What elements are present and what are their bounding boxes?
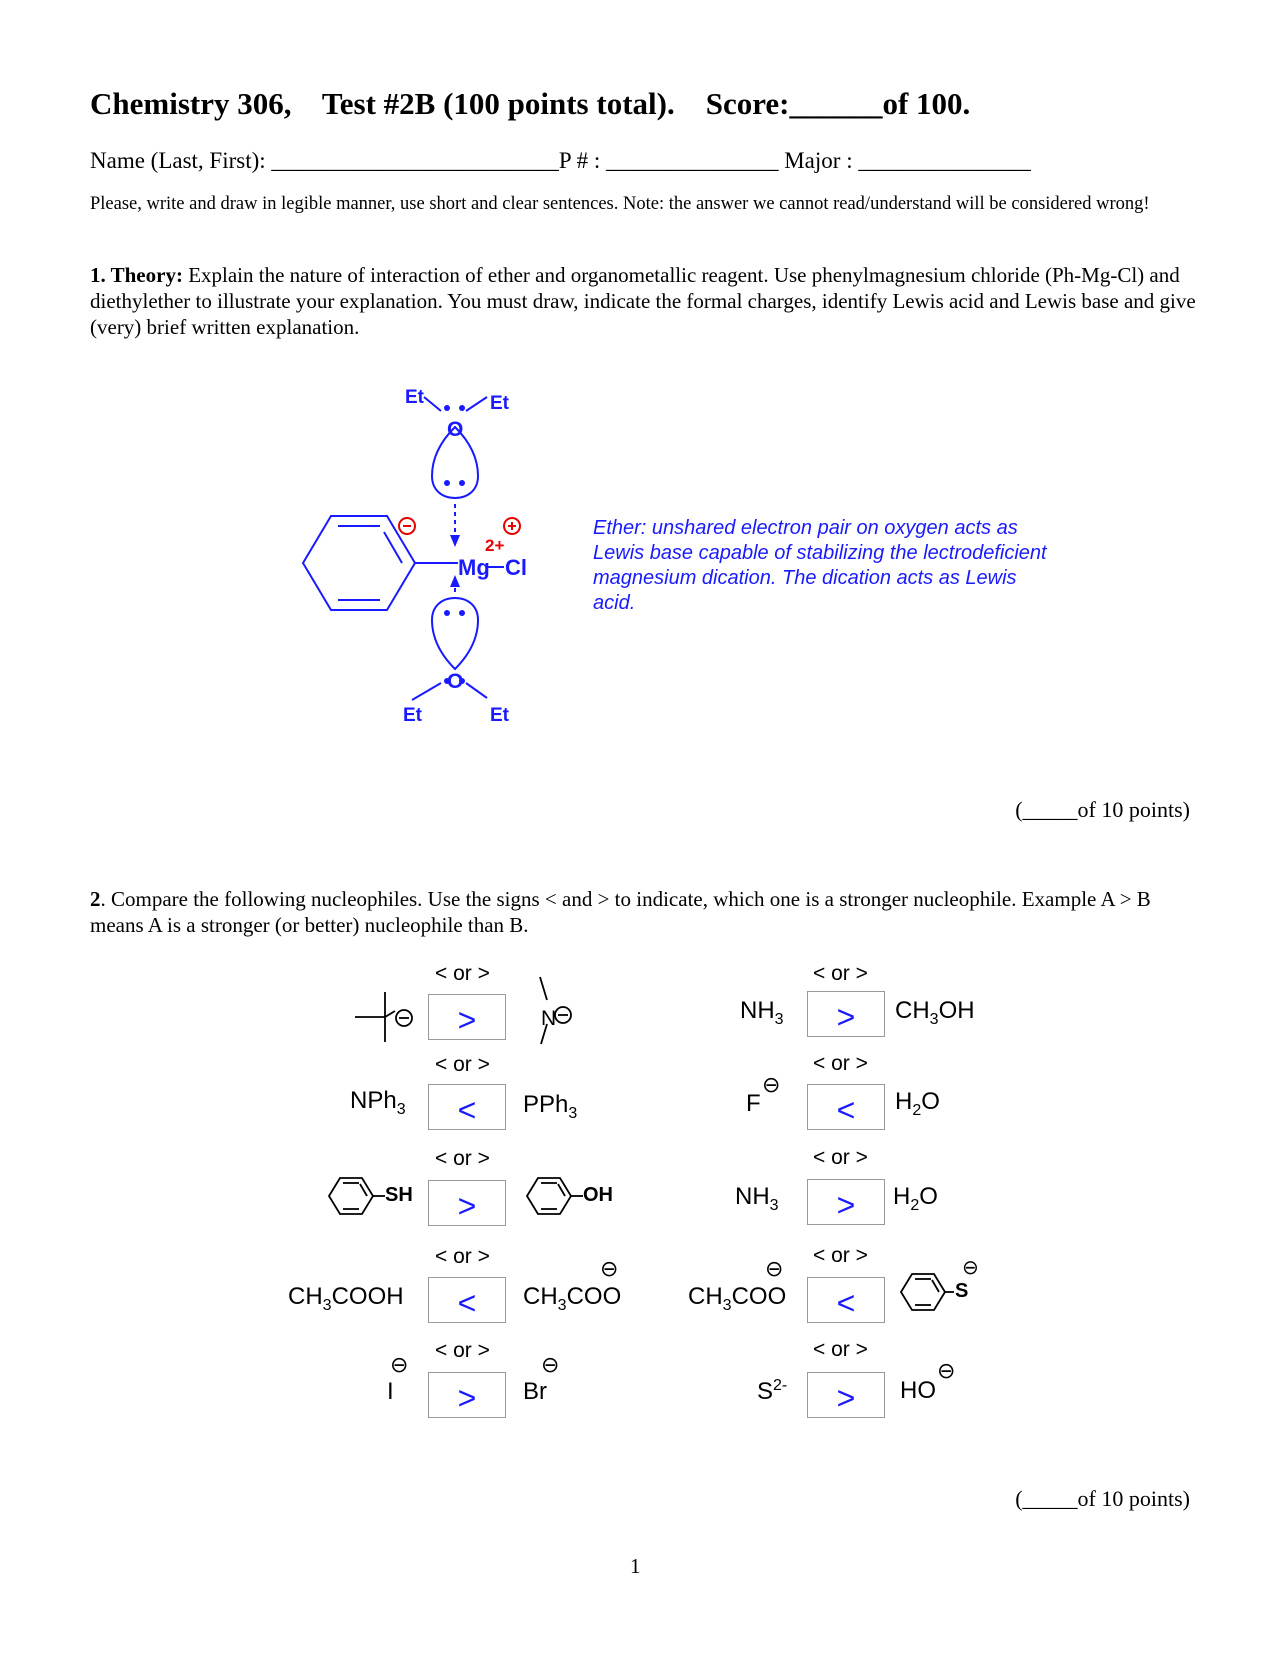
question-1-answer: Ether: unshared electron pair on oxygen acts as Lewis base capable of stabilizing the lectrodeficient magnesium dication. The dication acts as Lewis acid.	[593, 517, 1047, 614]
oxygen-label: O	[447, 670, 464, 693]
et-label: Et	[403, 705, 422, 726]
minus-charge-icon: ⊖	[541, 1352, 560, 1377]
answer-box-r5[interactable]: >	[807, 1372, 885, 1418]
ammonia: $NH_3$	[740, 997, 784, 1028]
et-label: Et	[405, 387, 424, 408]
fluoride: F	[746, 1090, 761, 1117]
svg-text:N: N	[541, 1007, 557, 1030]
or-label: < or >	[435, 1053, 490, 1076]
or-label: < or >	[813, 1244, 868, 1267]
answer-box-l3[interactable]: >	[428, 1180, 506, 1226]
answer-box-l4[interactable]: <	[428, 1277, 506, 1323]
nucleophile-nph3: NPh$_3$	[350, 1087, 406, 1118]
iodide: I	[387, 1378, 394, 1405]
acetic-acid: $CH_3COOH$	[288, 1283, 404, 1314]
answer-box-l2[interactable]: <	[428, 1084, 506, 1130]
water: $H_2O$	[893, 1183, 938, 1214]
page-number: 1	[630, 1554, 641, 1578]
answer-box-l1[interactable]: >	[428, 994, 506, 1040]
question-2-prompt: . Compare the following nucleophiles. Use the signs < and > to indicate, which one is a stronger nucleophile. Example A > B means A is a stronger (or better) nucleophile than B.	[90, 887, 1151, 937]
thiophenolate-ring	[897, 1268, 957, 1318]
answer-box-r4[interactable]: <	[807, 1277, 885, 1323]
grignard-ether-complex-structure	[290, 380, 590, 740]
or-label: < or >	[435, 1339, 490, 1362]
answer-box-r3[interactable]: >	[807, 1179, 885, 1225]
bromide: Br	[523, 1378, 547, 1405]
name-line[interactable]: Name (Last, First): _________________________P # : _______________ Major : _______________	[90, 148, 1031, 173]
or-label: < or >	[813, 962, 868, 985]
answer-box-l5[interactable]: >	[428, 1372, 506, 1418]
thiophenol-ring	[325, 1172, 385, 1222]
methanol: $CH_3OH$	[895, 997, 975, 1028]
question-1-points[interactable]: (_____of 10 points)	[1015, 797, 1190, 822]
cl-label: Cl	[505, 555, 527, 580]
question-1	[90, 262, 1200, 340]
question-2	[90, 886, 1200, 938]
lower-orbital-lobe	[432, 598, 478, 669]
or-label: < or >	[435, 1147, 490, 1170]
sulfide: $S^{2-}$	[757, 1377, 788, 1405]
answer-box-r2[interactable]: <	[807, 1084, 885, 1130]
answer-box-r1[interactable]: >	[807, 991, 885, 1037]
minus-charge-icon: ⊖	[390, 1352, 409, 1377]
or-label: < or >	[813, 1052, 868, 1075]
thiophenol-sh: SH	[385, 1184, 413, 1206]
minus-charge-icon: ⊖	[762, 1072, 781, 1097]
or-label: < or >	[435, 1245, 490, 1268]
nucleophile-pph3: PPh$_3$	[523, 1091, 578, 1122]
acetate: $CH_3COO$	[688, 1283, 787, 1314]
oxygen-label: O	[447, 418, 464, 441]
ammonia: $NH_3$	[735, 1183, 779, 1214]
thiophenolate-s: S	[955, 1280, 969, 1302]
question-2-points[interactable]: (_____of 10 points)	[1015, 1486, 1190, 1511]
acetate: $CH_3COO$	[523, 1283, 622, 1314]
or-label: < or >	[813, 1146, 868, 1169]
upper-dative-arrowhead	[450, 535, 460, 547]
tert-butoxide-structure	[350, 980, 420, 1050]
phenol-ring	[523, 1172, 583, 1222]
minus-charge-icon: ⊖	[600, 1256, 619, 1281]
phenol-oh: OH	[583, 1184, 613, 1206]
minus-charge-icon: ⊖	[765, 1256, 784, 1281]
question-2-number: 2	[90, 887, 101, 911]
mg-charge-label: 2+	[485, 536, 505, 555]
diisopropylamide-structure	[525, 972, 585, 1052]
or-label: < or >	[813, 1338, 868, 1361]
et-label: Et	[490, 705, 509, 726]
minus-charge-icon: ⊖	[937, 1358, 956, 1383]
mg-label: Mg	[458, 555, 490, 580]
test-title: Chemistry 306, Test #2B (100 points total). Score:______of 100.	[90, 86, 971, 121]
minus-charge-icon: ⊖	[962, 1257, 979, 1279]
question-1-prompt: Explain the nature of interaction of ether and organometallic reagent. Use phenylmagnesium chloride (Ph-Mg-Cl) and diethylether to illustrate your explanation. You must draw, indicate the formal charges, identify Lewis acid and Lewis base and give (very) brief written explanation.	[90, 263, 1196, 339]
question-1-number: 1. Theory:	[90, 263, 183, 287]
hydroxide: HO	[900, 1377, 936, 1404]
or-label: < or >	[435, 962, 490, 985]
instructions: Please, write and draw in legible manner, use short and clear sentences. Note: the answer we cannot read/understand will be considered wrong!	[90, 194, 1150, 214]
et-label: Et	[490, 393, 509, 414]
water: $H_2O$	[895, 1088, 940, 1119]
benzene-ring	[303, 516, 415, 610]
